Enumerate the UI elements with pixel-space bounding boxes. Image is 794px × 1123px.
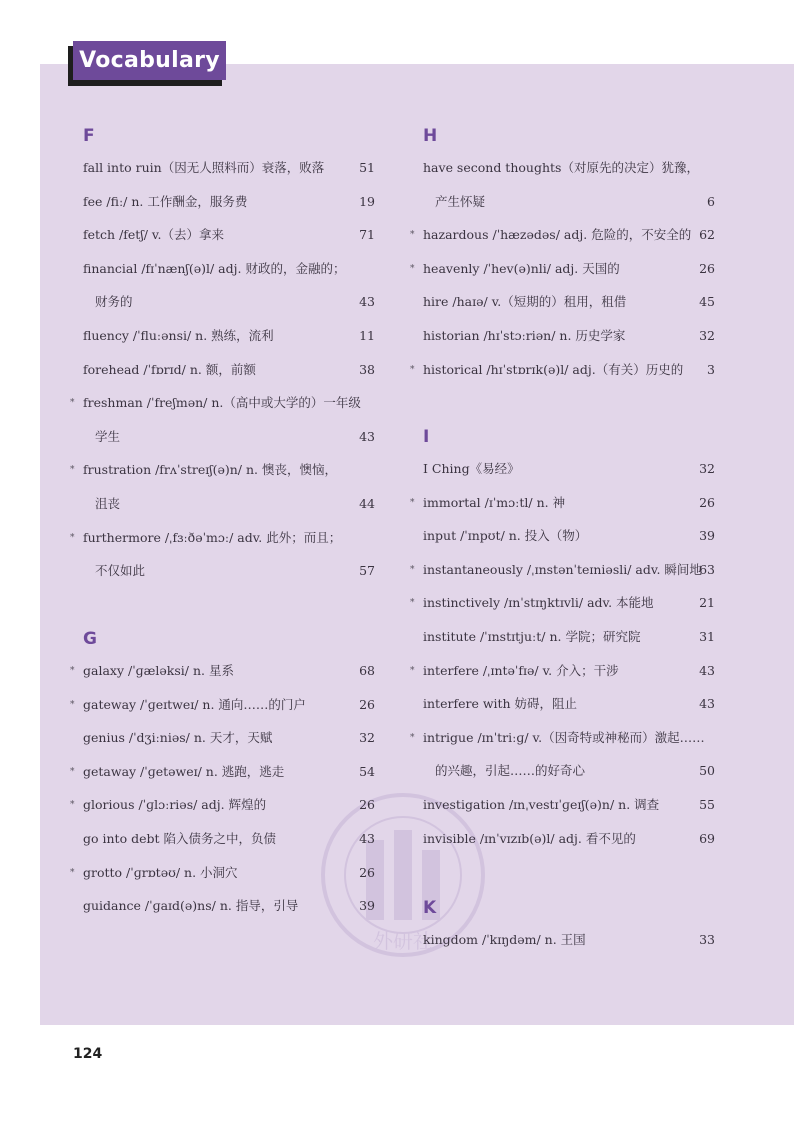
entry-text: historian /hɪˈstɔːriən/ n. 历史学家 bbox=[423, 328, 626, 343]
entry-page: 31 bbox=[699, 629, 715, 644]
entry-page: 45 bbox=[699, 294, 715, 310]
vocabulary-entry bbox=[423, 192, 715, 212]
entry-page: 26 bbox=[359, 864, 375, 880]
entry-text: 财务的 bbox=[95, 294, 133, 310]
section-letter: I bbox=[423, 427, 430, 447]
entry-text: gateway /ˈɡeɪtweɪ/ n. 通向……的门户 bbox=[83, 696, 306, 712]
vocabulary-entry bbox=[410, 593, 715, 613]
vocabulary-entry bbox=[70, 528, 375, 548]
entry-text: glorious /ˈɡlɔːriəs/ adj. 辉煌的 bbox=[83, 797, 267, 813]
vocabulary-entry bbox=[410, 728, 715, 748]
entry-page: 33 bbox=[699, 932, 715, 947]
entry-text: input /ˈɪnpʊt/ n. 投入（物） bbox=[423, 528, 588, 544]
entry-text: immortal /ɪˈmɔːtl/ n. 神 bbox=[423, 494, 566, 510]
entry-text: fluency /ˈfluːənsi/ n. 熟练，流利 bbox=[83, 328, 274, 343]
entry-page: 6 bbox=[707, 193, 715, 209]
vocabulary-entry bbox=[83, 292, 375, 312]
vocabulary-entry bbox=[423, 829, 715, 849]
page-title: Vocabulary bbox=[73, 41, 226, 80]
entry-page: 69 bbox=[699, 830, 715, 846]
entry-text: institute /ˈɪnstɪtjuːt/ n. 学院；研究院 bbox=[423, 629, 641, 644]
vocabulary-entry bbox=[410, 661, 715, 681]
entry-page: 11 bbox=[359, 328, 375, 343]
vocabulary-entry bbox=[70, 863, 375, 883]
entry-text: getaway /ˈɡetəweɪ/ n. 逃跑，逃走 bbox=[83, 763, 285, 779]
entry-text: fall into ruin（因无人照料而）衰落，败落 bbox=[83, 160, 325, 175]
entry-page: 26 bbox=[699, 494, 715, 510]
entry-page: 26 bbox=[359, 696, 375, 712]
entry-page: 43 bbox=[359, 428, 375, 444]
entry-page: 68 bbox=[359, 663, 375, 678]
star-icon: * bbox=[70, 532, 75, 543]
vocabulary-entry bbox=[410, 493, 715, 513]
entry-page: 43 bbox=[699, 696, 715, 712]
entry-text: 的兴趣，引起……的好奇心 bbox=[435, 763, 586, 779]
vocabulary-entry bbox=[410, 560, 715, 580]
entry-text: invisible /ɪnˈvɪzɪb(ə)l/ adj. 看不见的 bbox=[423, 830, 636, 846]
entry-text: 学生 bbox=[95, 428, 121, 444]
entry-page: 32 bbox=[359, 730, 375, 746]
entry-text: instinctively /ɪnˈstɪŋktɪvli/ adv. 本能地 bbox=[423, 595, 654, 611]
svg-text:外研社: 外研社 bbox=[373, 929, 433, 953]
entry-text: intrigue /ɪnˈtriːɡ/ v.（因奇特或神秘而）激起…… bbox=[423, 729, 705, 745]
vocabulary-entry bbox=[83, 561, 375, 581]
star-icon: * bbox=[70, 766, 75, 777]
vocabulary-entry bbox=[70, 661, 375, 681]
entry-text: go into debt 陷入债务之中，负债 bbox=[83, 831, 276, 846]
vocabulary-entry bbox=[423, 158, 715, 178]
vocabulary-entry bbox=[423, 930, 715, 950]
vocabulary-entry bbox=[423, 694, 715, 714]
vocabulary-entry bbox=[423, 326, 715, 346]
entry-page: 3 bbox=[707, 361, 715, 377]
entry-text: 产生怀疑 bbox=[435, 193, 486, 209]
entry-text: I Ching《易经》 bbox=[423, 461, 520, 476]
entry-page: 43 bbox=[359, 831, 375, 846]
star-icon: * bbox=[70, 699, 75, 710]
star-icon: * bbox=[410, 732, 415, 743]
section-letter: K bbox=[423, 898, 437, 918]
entry-page: 62 bbox=[699, 227, 715, 243]
vocabulary-entry bbox=[423, 761, 715, 781]
entry-page: 26 bbox=[359, 797, 375, 813]
star-icon: * bbox=[70, 666, 75, 676]
vocabulary-entry bbox=[83, 427, 375, 447]
entry-text: historical /hɪˈstɒrɪk(ə)l/ adj.（有关）历史的 bbox=[423, 361, 684, 377]
vocabulary-entry bbox=[83, 829, 375, 849]
entry-text: interfere with 妨碍，阻止 bbox=[423, 696, 578, 712]
entry-text: furthermore /ˌfɜːðəˈmɔː/ adv. 此外；而且； bbox=[83, 529, 342, 545]
vocabulary-entry bbox=[83, 225, 375, 245]
vocabulary-entry bbox=[410, 360, 715, 380]
entry-page: 21 bbox=[699, 595, 715, 611]
vocabulary-entry bbox=[410, 259, 715, 279]
entry-text: have second thoughts（对原先的决定）犹豫， bbox=[423, 160, 699, 175]
entry-text: hazardous /ˈhæzədəs/ adj. 危险的，不安全的 bbox=[423, 227, 692, 243]
vocabulary-entry bbox=[423, 459, 715, 479]
vocabulary-entry bbox=[70, 762, 375, 782]
star-icon: * bbox=[410, 564, 415, 575]
star-icon: * bbox=[410, 665, 415, 676]
vocabulary-entry bbox=[83, 158, 375, 178]
entry-page: 32 bbox=[699, 461, 715, 476]
entry-page: 50 bbox=[699, 763, 715, 779]
vocabulary-entry bbox=[423, 292, 715, 312]
publisher-seal-watermark bbox=[318, 790, 488, 990]
entry-text: hire /haɪə/ v.（短期的）租用，租借 bbox=[423, 294, 627, 310]
entry-page: 63 bbox=[699, 561, 715, 577]
star-icon: * bbox=[410, 364, 415, 375]
entry-text: financial /fɪˈnænʃ(ə)l/ adj. 财政的，金融的； bbox=[83, 260, 346, 276]
entry-page: 43 bbox=[359, 294, 375, 310]
entry-text: forehead /ˈfɒrɪd/ n. 额，前额 bbox=[83, 361, 256, 377]
vocabulary-entry bbox=[83, 728, 375, 748]
page-number: 124 bbox=[73, 1046, 103, 1062]
entry-page: 44 bbox=[359, 496, 375, 511]
vocabulary-entry bbox=[70, 393, 375, 413]
entry-page: 43 bbox=[699, 662, 715, 678]
entry-page: 19 bbox=[359, 193, 375, 209]
star-icon: * bbox=[70, 398, 75, 409]
entry-page: 39 bbox=[699, 528, 715, 544]
entry-text: interfere /ˌɪntəˈfɪə/ v. 介入；干涉 bbox=[423, 662, 619, 678]
entry-text: 沮丧 bbox=[95, 496, 121, 511]
entry-text: fee /fiː/ n. 工作酬金，服务费 bbox=[83, 193, 248, 209]
star-icon: * bbox=[70, 465, 75, 476]
entry-page: 51 bbox=[359, 160, 375, 175]
star-icon: * bbox=[410, 598, 415, 609]
vocabulary-entry bbox=[70, 460, 375, 480]
entry-page: 32 bbox=[699, 328, 715, 343]
entry-text: 不仅如此 bbox=[95, 563, 146, 579]
entry-text: heavenly /ˈhev(ə)nli/ adj. 天国的 bbox=[423, 260, 620, 276]
vocabulary-entry bbox=[70, 695, 375, 715]
entry-page: 55 bbox=[699, 797, 715, 812]
entry-text: frustration /frʌˈstreɪʃ(ə)n/ n. 懊丧，懊恼， bbox=[83, 462, 337, 478]
section-letter: G bbox=[83, 629, 97, 649]
entry-text: guidance /ˈɡaɪd(ə)ns/ n. 指导，引导 bbox=[83, 898, 299, 914]
star-icon: * bbox=[410, 497, 415, 508]
star-icon: * bbox=[410, 263, 415, 274]
section-letter: H bbox=[423, 126, 438, 146]
entry-text: galaxy /ˈɡæləksi/ n. 星系 bbox=[83, 663, 234, 678]
entry-text: fetch /fetʃ/ v.（去）拿来 bbox=[83, 227, 224, 243]
entry-page: 26 bbox=[699, 260, 715, 276]
vocabulary-entry bbox=[83, 192, 375, 212]
entry-page: 57 bbox=[359, 563, 375, 579]
section-letter: F bbox=[83, 126, 95, 146]
entry-page: 71 bbox=[359, 227, 375, 243]
star-icon: * bbox=[70, 867, 75, 878]
star-icon: * bbox=[410, 230, 415, 241]
entry-page: 38 bbox=[359, 361, 375, 377]
vocabulary-entry bbox=[423, 627, 715, 647]
entry-text: investigation /ɪnˌvestɪˈɡeɪʃ(ə)n/ n. 调查 bbox=[423, 797, 660, 812]
vocabulary-entry bbox=[83, 259, 375, 279]
vocabulary-entry bbox=[83, 326, 375, 346]
entry-page: 39 bbox=[359, 898, 375, 914]
vocabulary-entry bbox=[423, 526, 715, 546]
vocabulary-entry bbox=[83, 896, 375, 916]
entry-text: freshman /ˈfreʃmən/ n.（高中或大学的）一年级 bbox=[83, 395, 361, 411]
star-icon: * bbox=[70, 800, 75, 811]
entry-text: instantaneously /ˌɪnstənˈteɪniəsli/ adv. 瞬间地 bbox=[423, 561, 702, 577]
vocabulary-entry bbox=[70, 795, 375, 815]
entry-text: grotto /ˈɡrɒtəʊ/ n. 小洞穴 bbox=[83, 864, 238, 880]
vocabulary-entry bbox=[83, 360, 375, 380]
vocabulary-entry bbox=[410, 225, 715, 245]
entry-page: 54 bbox=[359, 763, 375, 779]
vocabulary-entry bbox=[83, 494, 375, 514]
entry-text: kingdom /ˈkɪŋdəm/ n. 王国 bbox=[423, 932, 586, 947]
entry-text: genius /ˈdʒiːniəs/ n. 天才，天赋 bbox=[83, 730, 273, 746]
vocabulary-entry bbox=[423, 795, 715, 815]
